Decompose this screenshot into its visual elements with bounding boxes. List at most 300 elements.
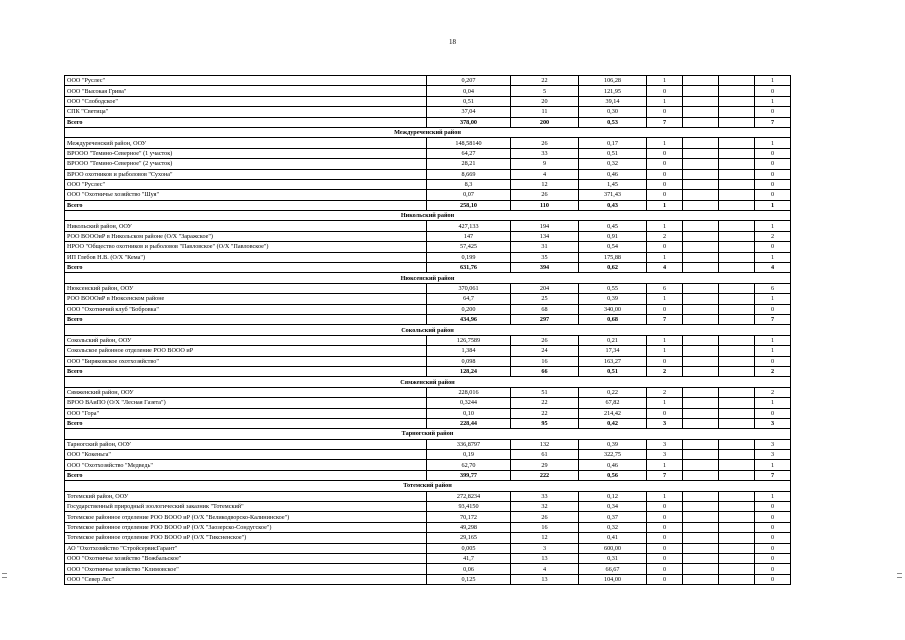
value-cell: 4 bbox=[755, 263, 791, 273]
row-name-cell: ООО "Охотхозяйство "Медведь" bbox=[65, 460, 427, 470]
section-header-row bbox=[65, 127, 791, 137]
value-cell: 0,56 bbox=[579, 470, 647, 480]
row-name-cell: ООО "Руслес" bbox=[65, 76, 427, 86]
section-header-row bbox=[65, 211, 791, 221]
table-row bbox=[65, 512, 791, 522]
value-cell: 1 bbox=[647, 138, 683, 148]
hunting-grounds-table bbox=[64, 75, 791, 585]
value-cell: 1 bbox=[755, 460, 791, 470]
value-cell: 0,43 bbox=[579, 200, 647, 210]
value-cell: 0 bbox=[647, 533, 683, 543]
value-cell bbox=[719, 314, 755, 324]
row-name-cell: ООО "Охотничий клуб "Бобровка" bbox=[65, 304, 427, 314]
value-cell: 1 bbox=[647, 460, 683, 470]
value-cell bbox=[719, 522, 755, 532]
value-cell: 1 bbox=[647, 200, 683, 210]
table-row bbox=[65, 231, 791, 241]
value-cell: 7 bbox=[647, 314, 683, 324]
row-name-cell: Тотемское районное отделение РОО ВООО иР (О/Х "Заозерско-Сондугское") bbox=[65, 522, 427, 532]
value-cell: 25 bbox=[511, 294, 579, 304]
value-cell: 0 bbox=[647, 169, 683, 179]
table-row bbox=[65, 450, 791, 460]
row-name-cell: АО "Охотхозяйство "СтройсервисГарант" bbox=[65, 543, 427, 553]
row-name-cell: Всего bbox=[65, 263, 427, 273]
table-row bbox=[65, 533, 791, 543]
value-cell bbox=[683, 533, 719, 543]
value-cell: 3 bbox=[755, 418, 791, 428]
value-cell: 1 bbox=[755, 252, 791, 262]
value-cell: 7 bbox=[755, 117, 791, 127]
table-row bbox=[65, 522, 791, 532]
value-cell: 13 bbox=[511, 574, 579, 584]
value-cell: 0,55 bbox=[579, 283, 647, 293]
value-cell: 39,14 bbox=[579, 96, 647, 106]
row-name-cell: ООО "Руслес" bbox=[65, 179, 427, 189]
value-cell: 62,70 bbox=[427, 460, 511, 470]
row-name-cell: Тотемское районное отделение РОО ВООО иР (О/Х "Тиксненское") bbox=[65, 533, 427, 543]
value-cell: 0 bbox=[647, 107, 683, 117]
value-cell: 4 bbox=[511, 169, 579, 179]
value-cell: 600,00 bbox=[579, 543, 647, 553]
value-cell bbox=[719, 574, 755, 584]
value-cell: 37,04 bbox=[427, 107, 511, 117]
row-name-cell: ООО "Охотничье хозяйство "Вожбальское" bbox=[65, 553, 427, 563]
value-cell: 4 bbox=[511, 564, 579, 574]
value-cell: 1 bbox=[647, 294, 683, 304]
value-cell: 8,3 bbox=[427, 179, 511, 189]
value-cell: 0,51 bbox=[579, 148, 647, 158]
value-cell: 0 bbox=[755, 356, 791, 366]
value-cell: 0,21 bbox=[579, 335, 647, 345]
value-cell: 0,42 bbox=[579, 418, 647, 428]
row-name-cell: Нюксенский район, ООУ bbox=[65, 283, 427, 293]
table-row bbox=[65, 107, 791, 117]
value-cell: 258,10 bbox=[427, 200, 511, 210]
row-name-cell: Сокольское районное отделение РОО ВООО иР bbox=[65, 346, 427, 356]
value-cell: 0,34 bbox=[579, 502, 647, 512]
value-cell: 297 bbox=[511, 314, 579, 324]
value-cell: 222 bbox=[511, 470, 579, 480]
value-cell: 3 bbox=[647, 418, 683, 428]
value-cell: 2 bbox=[647, 231, 683, 241]
table-row bbox=[65, 242, 791, 252]
total-row bbox=[65, 366, 791, 376]
value-cell bbox=[719, 564, 755, 574]
table-row bbox=[65, 76, 791, 86]
total-row bbox=[65, 418, 791, 428]
value-cell: 41,7 bbox=[427, 553, 511, 563]
value-cell: 24 bbox=[511, 346, 579, 356]
value-cell: 204 bbox=[511, 283, 579, 293]
value-cell bbox=[719, 200, 755, 210]
value-cell bbox=[683, 169, 719, 179]
value-cell: 0 bbox=[755, 512, 791, 522]
value-cell: 631,76 bbox=[427, 263, 511, 273]
value-cell: 0,125 bbox=[427, 574, 511, 584]
value-cell bbox=[683, 356, 719, 366]
value-cell bbox=[683, 522, 719, 532]
value-cell: 1 bbox=[647, 76, 683, 86]
value-cell: 0,39 bbox=[579, 294, 647, 304]
value-cell: 33 bbox=[511, 491, 579, 501]
value-cell bbox=[683, 470, 719, 480]
row-name-cell: Всего bbox=[65, 366, 427, 376]
value-cell: 399,77 bbox=[427, 470, 511, 480]
value-cell: 228,016 bbox=[427, 387, 511, 397]
value-cell: 4 bbox=[647, 263, 683, 273]
value-cell: 1 bbox=[755, 491, 791, 501]
value-cell bbox=[719, 439, 755, 449]
row-name-cell: ООО "Биряковское охотхозяйство" bbox=[65, 356, 427, 366]
value-cell: 11 bbox=[511, 107, 579, 117]
value-cell: 272,8234 bbox=[427, 491, 511, 501]
table-row bbox=[65, 304, 791, 314]
value-cell: 0,04 bbox=[427, 86, 511, 96]
value-cell: 1,384 bbox=[427, 346, 511, 356]
row-name-cell: Тарногский район, ООУ bbox=[65, 439, 427, 449]
section-title: Никольский район bbox=[65, 211, 791, 221]
row-name-cell: Сокольский район, ООУ bbox=[65, 335, 427, 345]
value-cell: 12 bbox=[511, 533, 579, 543]
table-row bbox=[65, 553, 791, 563]
value-cell: 0 bbox=[647, 564, 683, 574]
value-cell: 29 bbox=[511, 460, 579, 470]
value-cell bbox=[719, 159, 755, 169]
row-name-cell: Сямженский район, ООУ bbox=[65, 387, 427, 397]
value-cell: 0,32 bbox=[579, 522, 647, 532]
row-name-cell: ООО "Кокеньга" bbox=[65, 450, 427, 460]
value-cell: 0 bbox=[755, 169, 791, 179]
section-title: Междуреченский район bbox=[65, 127, 791, 137]
value-cell: 1 bbox=[755, 294, 791, 304]
table-row bbox=[65, 159, 791, 169]
value-cell bbox=[719, 148, 755, 158]
value-cell: 1 bbox=[755, 96, 791, 106]
value-cell: 0,51 bbox=[427, 96, 511, 106]
value-cell: 214,42 bbox=[579, 408, 647, 418]
value-cell bbox=[683, 242, 719, 252]
value-cell: 1 bbox=[647, 491, 683, 501]
table-row bbox=[65, 346, 791, 356]
value-cell: 0,200 bbox=[427, 304, 511, 314]
table-row bbox=[65, 502, 791, 512]
value-cell: 2 bbox=[647, 387, 683, 397]
value-cell: 0 bbox=[755, 564, 791, 574]
value-cell bbox=[683, 304, 719, 314]
value-cell: 0 bbox=[755, 242, 791, 252]
value-cell: 0 bbox=[755, 522, 791, 532]
value-cell: 0 bbox=[647, 543, 683, 553]
value-cell: 0 bbox=[755, 533, 791, 543]
value-cell: 93,4150 bbox=[427, 502, 511, 512]
row-name-cell: СПК "Светица" bbox=[65, 107, 427, 117]
value-cell bbox=[683, 564, 719, 574]
value-cell: 0 bbox=[647, 522, 683, 532]
value-cell: 0 bbox=[647, 512, 683, 522]
value-cell bbox=[683, 512, 719, 522]
value-cell: 0,68 bbox=[579, 314, 647, 324]
value-cell: 33 bbox=[511, 148, 579, 158]
value-cell bbox=[683, 190, 719, 200]
value-cell: 0,3244 bbox=[427, 398, 511, 408]
value-cell bbox=[719, 418, 755, 428]
value-cell bbox=[719, 252, 755, 262]
value-cell bbox=[719, 221, 755, 231]
row-name-cell: РОО ВОООиР в Нюксенском районе bbox=[65, 294, 427, 304]
value-cell: 29,165 bbox=[427, 533, 511, 543]
value-cell: 2 bbox=[755, 387, 791, 397]
value-cell: 0 bbox=[647, 148, 683, 158]
value-cell bbox=[683, 460, 719, 470]
value-cell: 28,21 bbox=[427, 159, 511, 169]
value-cell: 3 bbox=[647, 450, 683, 460]
total-row bbox=[65, 263, 791, 273]
value-cell: 57,425 bbox=[427, 242, 511, 252]
value-cell: 0,53 bbox=[579, 117, 647, 127]
value-cell bbox=[683, 96, 719, 106]
value-cell: 0 bbox=[755, 574, 791, 584]
value-cell: 148,58140 bbox=[427, 138, 511, 148]
table-row bbox=[65, 398, 791, 408]
value-cell: 0 bbox=[755, 159, 791, 169]
table-row bbox=[65, 252, 791, 262]
value-cell: 1 bbox=[755, 335, 791, 345]
row-name-cell: ООО "Слободское" bbox=[65, 96, 427, 106]
value-cell bbox=[719, 366, 755, 376]
value-cell: 1 bbox=[647, 346, 683, 356]
value-cell: 22 bbox=[511, 408, 579, 418]
value-cell bbox=[719, 533, 755, 543]
value-cell bbox=[683, 148, 719, 158]
value-cell: 66,67 bbox=[579, 564, 647, 574]
value-cell: 26 bbox=[511, 335, 579, 345]
value-cell: 0 bbox=[755, 179, 791, 189]
value-cell: 340,00 bbox=[579, 304, 647, 314]
value-cell bbox=[719, 263, 755, 273]
value-cell: 95 bbox=[511, 418, 579, 428]
value-cell: 0,10 bbox=[427, 408, 511, 418]
value-cell bbox=[719, 242, 755, 252]
value-cell bbox=[683, 366, 719, 376]
value-cell: 12 bbox=[511, 179, 579, 189]
value-cell: 1 bbox=[755, 138, 791, 148]
total-row bbox=[65, 314, 791, 324]
value-cell: 134 bbox=[511, 231, 579, 241]
value-cell bbox=[683, 117, 719, 127]
value-cell: 0 bbox=[647, 408, 683, 418]
table-row bbox=[65, 148, 791, 158]
value-cell bbox=[683, 252, 719, 262]
value-cell bbox=[683, 398, 719, 408]
value-cell: 175,88 bbox=[579, 252, 647, 262]
page-number: 18 bbox=[449, 38, 456, 46]
value-cell: 0,37 bbox=[579, 512, 647, 522]
value-cell: 0 bbox=[647, 179, 683, 189]
value-cell: 228,44 bbox=[427, 418, 511, 428]
value-cell: 0 bbox=[647, 242, 683, 252]
value-cell: 0 bbox=[755, 107, 791, 117]
table-row bbox=[65, 356, 791, 366]
value-cell: 1 bbox=[755, 398, 791, 408]
value-cell: 70,172 bbox=[427, 512, 511, 522]
value-cell: 1 bbox=[647, 252, 683, 262]
value-cell bbox=[719, 450, 755, 460]
section-header-row bbox=[65, 325, 791, 335]
value-cell bbox=[719, 138, 755, 148]
value-cell bbox=[683, 76, 719, 86]
value-cell: 16 bbox=[511, 522, 579, 532]
value-cell bbox=[683, 491, 719, 501]
value-cell: 0 bbox=[755, 86, 791, 96]
section-header-row bbox=[65, 273, 791, 283]
value-cell: 0,31 bbox=[579, 553, 647, 563]
value-cell: 0,199 bbox=[427, 252, 511, 262]
section-header-row bbox=[65, 481, 791, 491]
value-cell: 64,27 bbox=[427, 148, 511, 158]
row-name-cell: Всего bbox=[65, 314, 427, 324]
row-name-cell: Всего bbox=[65, 418, 427, 428]
value-cell bbox=[683, 439, 719, 449]
value-cell bbox=[719, 117, 755, 127]
value-cell bbox=[683, 294, 719, 304]
value-cell bbox=[719, 553, 755, 563]
value-cell bbox=[683, 553, 719, 563]
value-cell bbox=[719, 387, 755, 397]
value-cell: 22 bbox=[511, 398, 579, 408]
value-cell: 0,45 bbox=[579, 221, 647, 231]
value-cell: 106,28 bbox=[579, 76, 647, 86]
value-cell: 0,12 bbox=[579, 491, 647, 501]
table-row bbox=[65, 460, 791, 470]
value-cell bbox=[683, 418, 719, 428]
value-cell bbox=[683, 408, 719, 418]
value-cell: 370,061 bbox=[427, 283, 511, 293]
value-cell: 6 bbox=[755, 283, 791, 293]
table-row bbox=[65, 335, 791, 345]
value-cell bbox=[683, 387, 719, 397]
value-cell: 147 bbox=[427, 231, 511, 241]
value-cell: 0,62 bbox=[579, 263, 647, 273]
value-cell: 427,133 bbox=[427, 221, 511, 231]
value-cell: 0 bbox=[755, 502, 791, 512]
value-cell: 13 bbox=[511, 553, 579, 563]
value-cell: 32 bbox=[511, 502, 579, 512]
value-cell bbox=[683, 200, 719, 210]
value-cell bbox=[683, 283, 719, 293]
table-row bbox=[65, 138, 791, 148]
value-cell bbox=[719, 460, 755, 470]
value-cell bbox=[719, 96, 755, 106]
value-cell: 26 bbox=[511, 512, 579, 522]
value-cell: 1 bbox=[755, 346, 791, 356]
table-row bbox=[65, 543, 791, 553]
table-row bbox=[65, 387, 791, 397]
left-margin-mark bbox=[2, 573, 7, 578]
value-cell: 1 bbox=[647, 221, 683, 231]
value-cell bbox=[683, 450, 719, 460]
table-row bbox=[65, 574, 791, 584]
section-title: Тарногский район bbox=[65, 429, 791, 439]
value-cell: 0,54 bbox=[579, 242, 647, 252]
value-cell: 6 bbox=[647, 283, 683, 293]
value-cell: 17,34 bbox=[579, 346, 647, 356]
table-row bbox=[65, 294, 791, 304]
value-cell: 434,96 bbox=[427, 314, 511, 324]
value-cell: 0 bbox=[755, 304, 791, 314]
value-cell bbox=[719, 231, 755, 241]
value-cell bbox=[719, 408, 755, 418]
value-cell: 0,17 bbox=[579, 138, 647, 148]
value-cell bbox=[719, 169, 755, 179]
value-cell: 3 bbox=[511, 543, 579, 553]
value-cell: 49,298 bbox=[427, 522, 511, 532]
value-cell bbox=[719, 512, 755, 522]
table-row bbox=[65, 283, 791, 293]
section-title: Сокольский район bbox=[65, 325, 791, 335]
value-cell: 67,82 bbox=[579, 398, 647, 408]
value-cell: 1 bbox=[755, 76, 791, 86]
value-cell: 322,75 bbox=[579, 450, 647, 460]
value-cell bbox=[683, 86, 719, 96]
table-row bbox=[65, 564, 791, 574]
row-name-cell: Тотемский район, ООУ bbox=[65, 491, 427, 501]
value-cell: 0,51 bbox=[579, 366, 647, 376]
row-name-cell: ООО "Охотничье хозяйство "Шуя" bbox=[65, 190, 427, 200]
value-cell: 0 bbox=[755, 408, 791, 418]
value-cell: 0 bbox=[755, 553, 791, 563]
value-cell bbox=[719, 283, 755, 293]
value-cell: 1 bbox=[647, 96, 683, 106]
value-cell: 0 bbox=[755, 190, 791, 200]
value-cell: 0 bbox=[647, 159, 683, 169]
value-cell: 2 bbox=[755, 366, 791, 376]
value-cell: 5 bbox=[511, 86, 579, 96]
value-cell bbox=[719, 502, 755, 512]
value-cell: 200 bbox=[511, 117, 579, 127]
value-cell: 1 bbox=[755, 200, 791, 210]
value-cell bbox=[683, 543, 719, 553]
value-cell bbox=[719, 543, 755, 553]
value-cell: 132 bbox=[511, 439, 579, 449]
total-row bbox=[65, 200, 791, 210]
value-cell: 0,41 bbox=[579, 533, 647, 543]
value-cell: 1 bbox=[647, 398, 683, 408]
value-cell: 371,43 bbox=[579, 190, 647, 200]
table-row bbox=[65, 221, 791, 231]
row-name-cell: Государственный природный зоологический заказник "Тотемский" bbox=[65, 502, 427, 512]
row-name-cell: ООО "Охотничье хозяйство "Климовское" bbox=[65, 564, 427, 574]
value-cell: 0 bbox=[647, 502, 683, 512]
value-cell: 0 bbox=[647, 190, 683, 200]
value-cell: 0,005 bbox=[427, 543, 511, 553]
value-cell: 0,32 bbox=[579, 159, 647, 169]
value-cell bbox=[719, 470, 755, 480]
row-name-cell: ООО "Север Лес" bbox=[65, 574, 427, 584]
value-cell: 0,207 bbox=[427, 76, 511, 86]
value-cell: 7 bbox=[647, 117, 683, 127]
value-cell bbox=[683, 179, 719, 189]
value-cell: 378,00 bbox=[427, 117, 511, 127]
row-name-cell: ВРОО ВАиПО (О/Х "Лесная Газета") bbox=[65, 398, 427, 408]
value-cell: 0,22 bbox=[579, 387, 647, 397]
value-cell: 0 bbox=[755, 148, 791, 158]
value-cell: 163,27 bbox=[579, 356, 647, 366]
value-cell: 2 bbox=[755, 231, 791, 241]
value-cell: 0 bbox=[755, 543, 791, 553]
value-cell: 7 bbox=[755, 314, 791, 324]
row-name-cell: ВРОО охотников и рыболовов "Сухона" bbox=[65, 169, 427, 179]
value-cell: 336,8797 bbox=[427, 439, 511, 449]
